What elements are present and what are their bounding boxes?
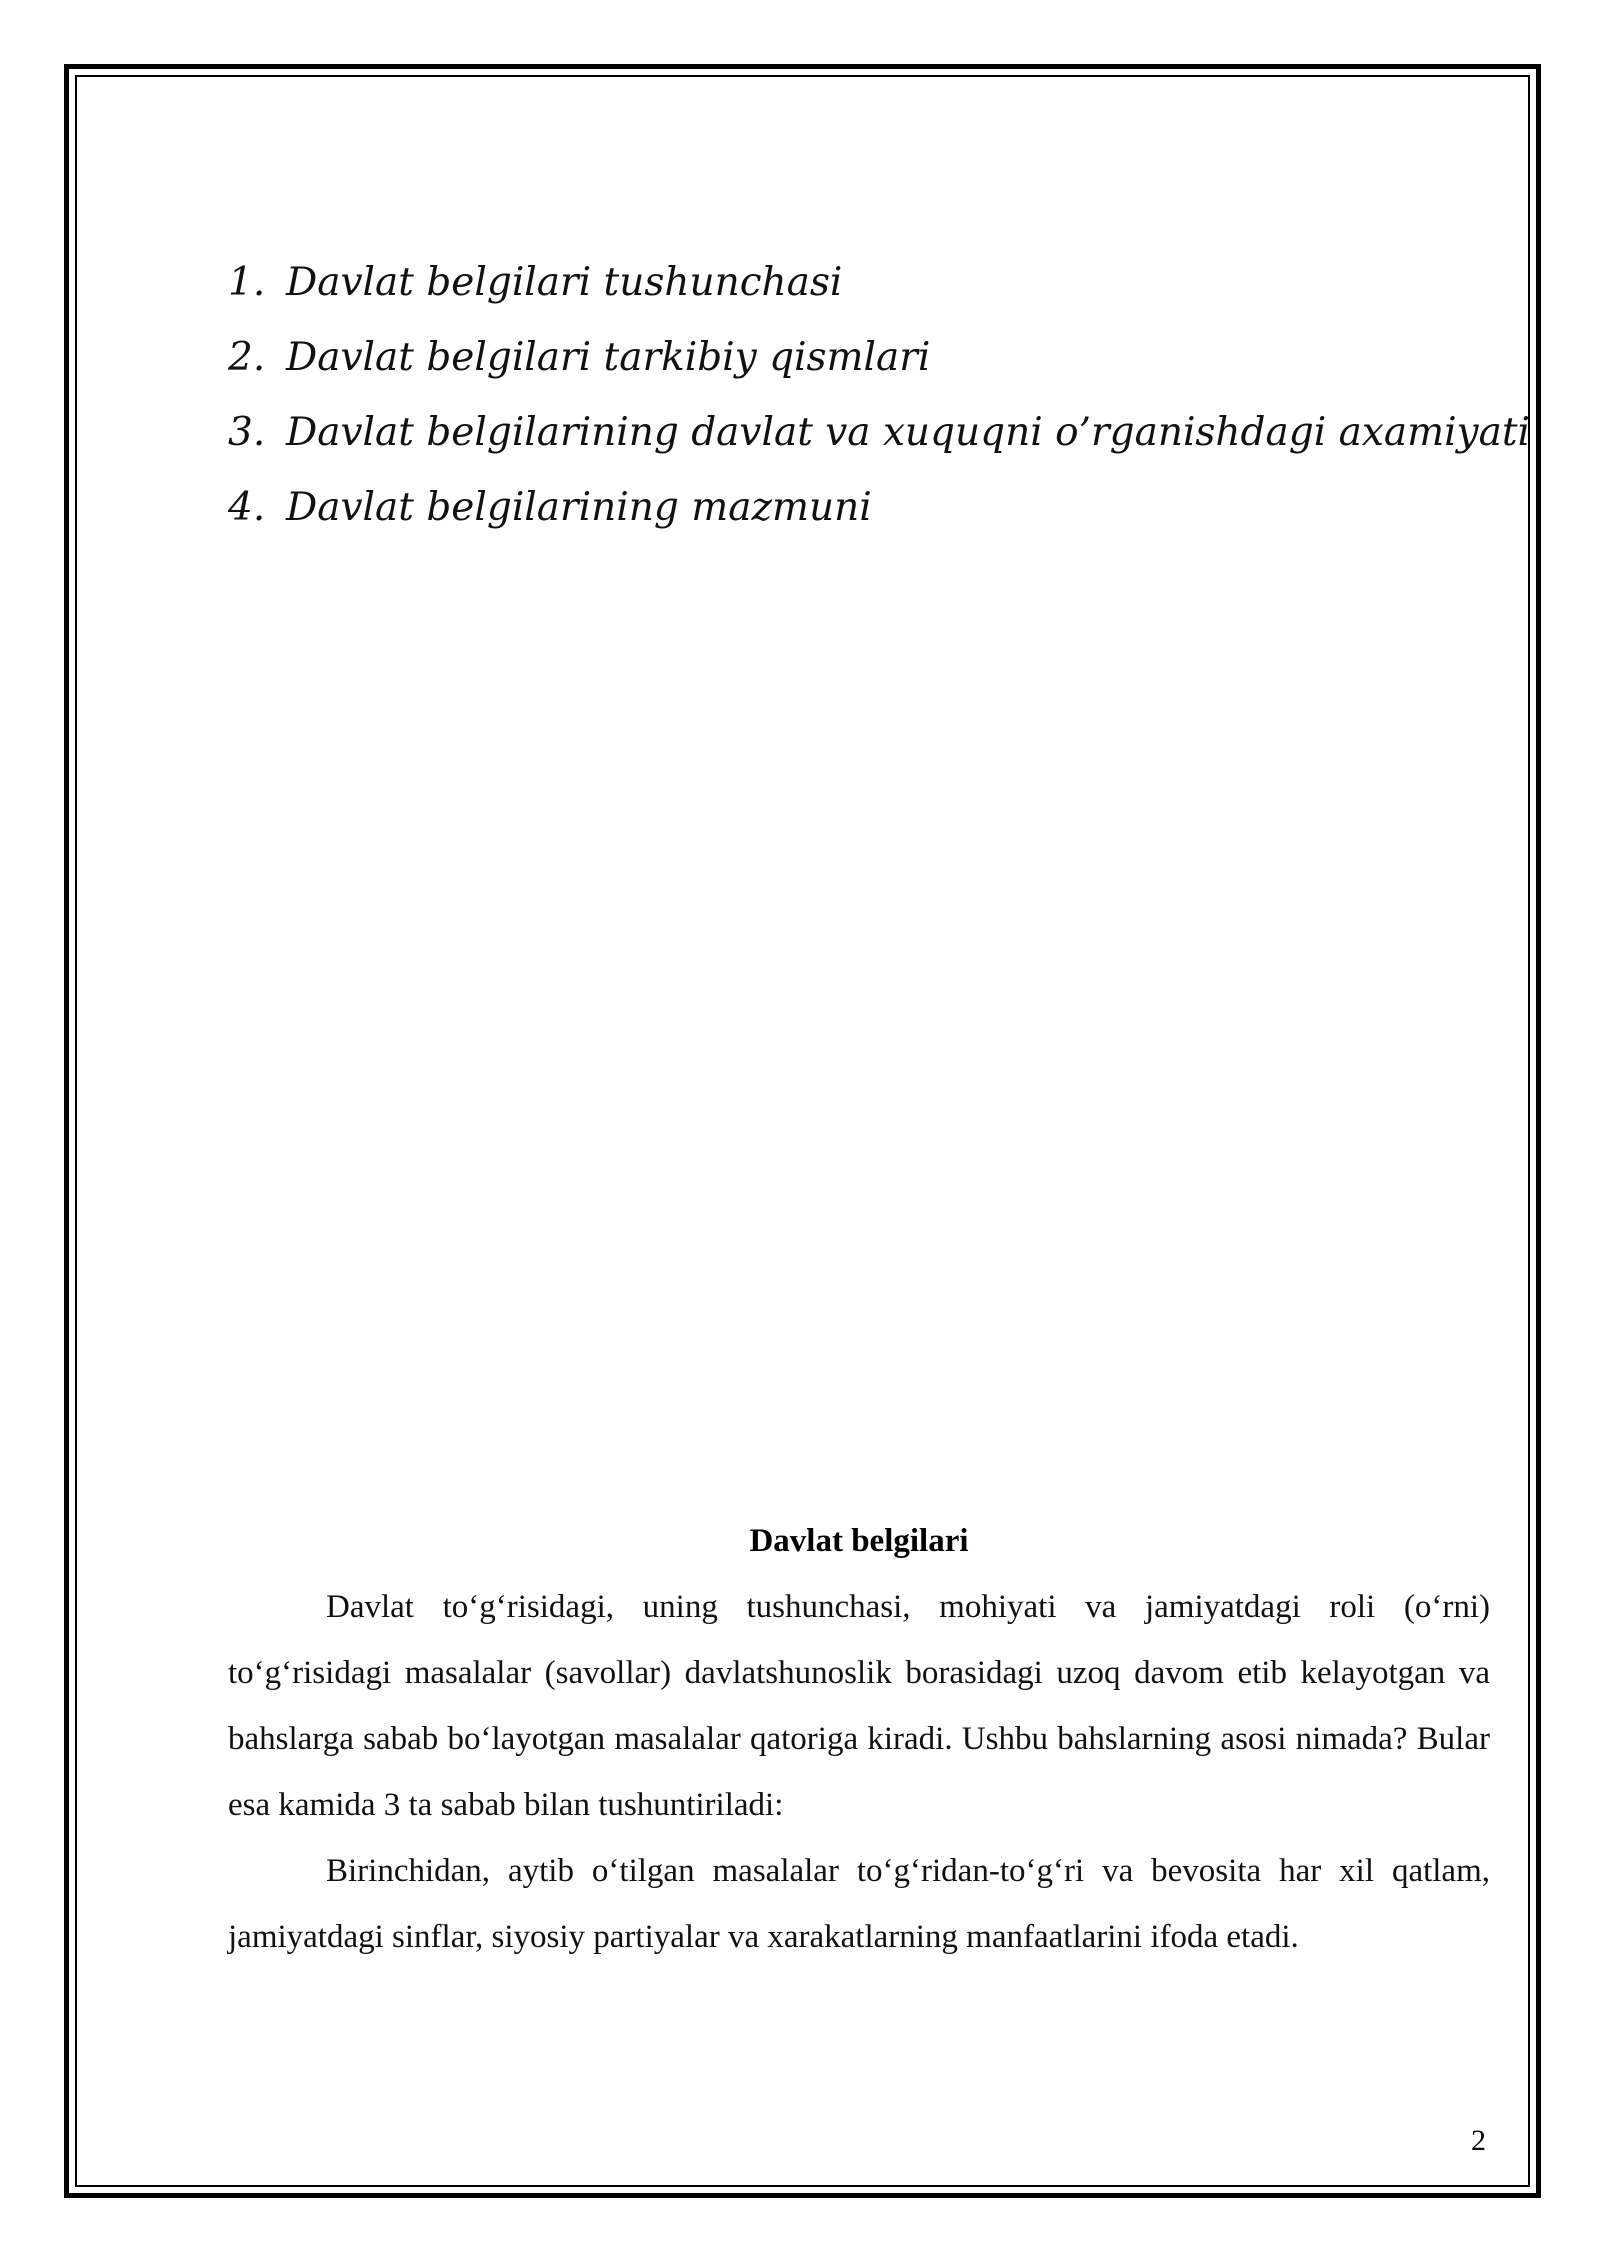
toc-item-text: Davlat belgilari tushunchasi: [286, 260, 843, 305]
toc-item-text: Davlat belgilarining davlat va xuquqni o’rganishdagi axamiyati: [286, 410, 1530, 455]
paragraph: Birinchidan, aytib o‘tilgan masalalar to‘g‘ridan-to‘g‘ri va bevosita har xil qatlam, jamiyatdagi sinflar, siyosiy partiyalar va xarakatlarning manfaatlarini ifoda etadi.: [228, 1853, 1490, 1955]
page-number: 2: [1471, 2124, 1486, 2157]
toc-item-number: 3.: [228, 410, 266, 455]
table-of-contents: [228, 245, 1530, 545]
toc-item: [228, 470, 1530, 545]
toc-item-number: 4.: [228, 485, 266, 530]
toc-item: [228, 245, 1530, 320]
toc-item-number: 1.: [228, 260, 266, 305]
toc-item: [228, 395, 1530, 470]
toc-item-text: Davlat belgilari tarkibiy qismlari: [286, 335, 931, 380]
toc-item-text: Davlat belgilarining mazmuni: [286, 485, 872, 530]
toc-item-number: 2.: [228, 335, 266, 380]
section-body: [228, 1574, 1490, 1970]
section-title: Davlat belgilari: [749, 1523, 969, 1559]
paragraph: Davlat to‘g‘risidagi, uning tushunchasi, mohiyati va jamiyatdagi roli (o‘rni) to‘g‘risidagi masalalar (savollar) davlatshunoslik borasidagi uzoq davom etib kelayotgan va bahslarga sabab bo‘layotgan masalalar qatoriga kiradi. Ushbu bahslarning asosi nimada? Bular esa kamida 3 ta sabab bilan tushuntiriladi:: [228, 1589, 1490, 1823]
toc-item: [228, 320, 1530, 395]
